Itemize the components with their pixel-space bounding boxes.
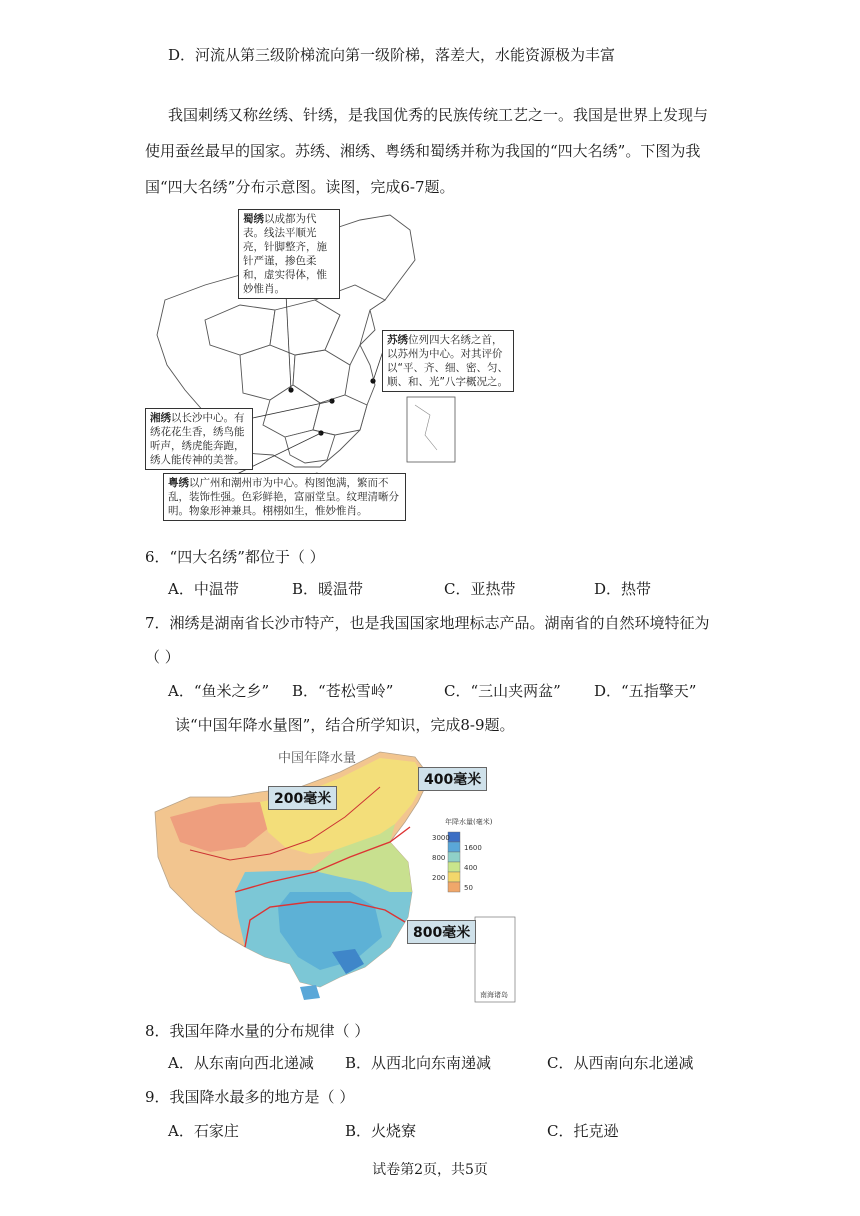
isoline-400mm-label: 400毫米 xyxy=(418,767,487,791)
xiang-embroidery-text: 以长沙中心。有绣花花生香，绣鸟能听声，绣虎能奔跑，绣人能传神的美誉。 xyxy=(150,412,245,466)
intro-paragraph-line-1: 我国刺绣又称丝绣、针绣，是我国优秀的民族传统工艺之一。我国是世界上发现与 xyxy=(168,106,709,124)
precipitation-map xyxy=(150,742,520,1007)
legend-swatch xyxy=(448,882,460,892)
intro-paragraph-line-2: 使用蚕丝最早的国家。苏绣、湘绣、粤绣和蜀绣并称为我国的“四大名绣”。下图为我 xyxy=(145,142,701,160)
q8-option-a[interactable]: A．从东南向西北递减 xyxy=(168,1054,314,1072)
q7-option-d[interactable]: D．“五指擎天” xyxy=(594,682,697,700)
yue-embroidery-name: 粤绣 xyxy=(168,477,189,489)
precipitation-map-title: 中国年降水量 xyxy=(278,751,357,766)
su-embroidery-name: 苏绣 xyxy=(387,334,408,346)
q6-option-c[interactable]: C．亚热带 xyxy=(444,580,516,598)
q6-option-b[interactable]: B．暖温带 xyxy=(292,580,364,598)
su-embroidery-callout xyxy=(382,330,514,392)
yue-embroidery-callout xyxy=(163,473,406,521)
legend-swatch xyxy=(448,862,460,872)
embroidery-distribution-map xyxy=(145,205,508,520)
q8-option-b[interactable]: B．从西北向东南递减 xyxy=(345,1054,492,1072)
legend-swatch xyxy=(448,852,460,862)
q9-option-c[interactable]: C．托克逊 xyxy=(547,1122,619,1140)
q6-option-d[interactable]: D．热带 xyxy=(594,580,652,598)
legend-value: 50 xyxy=(464,884,473,892)
shu-embroidery-callout xyxy=(238,209,340,299)
q9-option-b[interactable]: B．火烧寮 xyxy=(345,1122,417,1140)
isoline-800mm-label: 800毫米 xyxy=(407,920,476,944)
intro-8-9: 读“中国年降水量图”，结合所学知识，完成8-9题。 xyxy=(175,716,515,734)
su-embroidery-text: 位列四大名绣之首，以苏州为中心。对其评价以“平、齐、细、密、匀、顺、和、光”八字概况之。 xyxy=(387,334,508,388)
legend-value: 800 xyxy=(432,854,446,862)
page-footer: 试卷第2页，共5页 xyxy=(372,1162,488,1178)
legend-title: 年降水量(毫米) xyxy=(445,818,493,826)
intro-paragraph-line-3: 国“四大名绣”分布示意图。读图，完成6-7题。 xyxy=(145,178,455,196)
south-china-sea-inset xyxy=(407,397,455,462)
question-8: 8．我国年降水量的分布规律（ ） xyxy=(145,1022,370,1040)
q7-option-b[interactable]: B．“苍松雪岭” xyxy=(292,682,394,700)
legend-swatch xyxy=(448,872,460,882)
question-7-line-1: 7．湘绣是湖南省长沙市特产，也是我国国家地理标志产品。湖南省的自然环境特征为 xyxy=(145,614,710,632)
legend-swatch xyxy=(448,842,460,852)
q8-option-c[interactable]: C．从西南向东北递减 xyxy=(547,1054,694,1072)
yue-embroidery-text: 以广州和潮州市为中心。构图饱满，繁而不乱，装饰性强。色彩鲜艳，富丽堂皇。纹理清晰分明。物象形神兼具。栩栩如生，惟妙惟肖。 xyxy=(168,477,399,517)
question-7-line-2: （ ） xyxy=(145,648,180,666)
question-6: 6．“四大名绣”都位于（ ） xyxy=(145,548,325,566)
legend-value: 1600 xyxy=(464,844,482,852)
legend-value: 200 xyxy=(432,874,446,882)
shu-embroidery-name: 蜀绣 xyxy=(243,213,264,225)
south-china-sea-label: 南海诸岛 xyxy=(480,991,508,999)
isoline-200mm-label: 200毫米 xyxy=(268,786,337,810)
legend-value: 400 xyxy=(464,864,478,872)
shu-embroidery-text: 以成都为代表。线法平顺光亮，针脚整齐，施针严谨，掺色柔和，虚实得体，惟妙惟肖。 xyxy=(243,213,327,295)
south-china-sea-inset xyxy=(475,917,515,1002)
xiang-embroidery-callout xyxy=(145,408,253,470)
precipitation-legend xyxy=(432,817,493,892)
q9-option-a[interactable]: A．石家庄 xyxy=(168,1122,239,1140)
question-9: 9．我国降水最多的地方是（ ） xyxy=(145,1088,355,1106)
legend-value: 3000 xyxy=(432,834,450,842)
q7-option-a[interactable]: A．“鱼米之乡” xyxy=(168,682,270,700)
question-5-option-d: D．河流从第三级阶梯流向第一级阶梯，落差大，水能资源极为丰富 xyxy=(168,46,616,64)
q6-option-a[interactable]: A．中温带 xyxy=(168,580,239,598)
xiang-embroidery-name: 湘绣 xyxy=(150,412,171,424)
q7-option-c[interactable]: C．“三山夹两盆” xyxy=(444,682,561,700)
